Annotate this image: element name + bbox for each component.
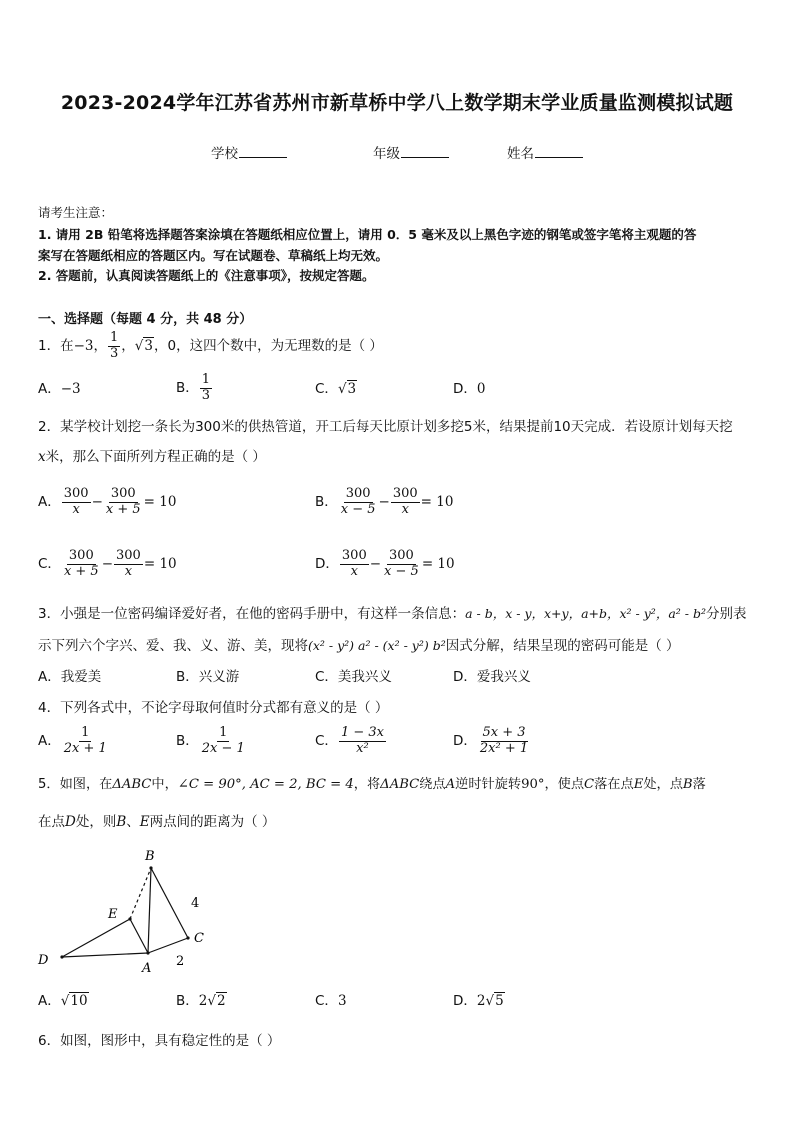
segment-BA — [148, 868, 151, 953]
question-5-line-2: 在点D处，则B、E两点间的距离为（ ） — [38, 814, 276, 830]
name-blank — [535, 145, 583, 158]
q4-option-a[interactable]: A． $\frac{1}{2x + 1}$ — [38, 724, 107, 756]
school-blank — [239, 145, 287, 158]
q1-option-c[interactable]: C．√3 — [315, 381, 357, 397]
notice-line-1a: 1. 请用 2B 铅笔将选择题答案涂填在答题纸相应位置上，请用 0．5 毫米及以上黑色字迹的钢笔或签字笔将主观题的答 — [38, 227, 697, 242]
section-heading: 一、选择题（每题 4 分，共 48 分） — [38, 312, 253, 327]
page-title: 2023-2024学年江苏省苏州市新草桥中学八上数学期末学业质量监测模拟试题 — [60, 92, 734, 114]
question-5-line-1: 5．如图，在ΔABC中，∠C = 90°, AC = 2, BC = 4，将ΔABC绕点A逆时针旋转90°，使点C落在点E处，点B落 — [38, 777, 706, 792]
label-E: E — [108, 907, 118, 922]
grade-blank — [401, 145, 449, 158]
q1-option-a[interactable]: A．−3 — [38, 381, 81, 397]
name-label: 姓名 — [507, 146, 534, 162]
q1-option-d[interactable]: D．0 — [453, 381, 486, 397]
label-D: D — [38, 953, 49, 968]
question-3-line-1: 3．小强是一位密码编译爱好者，在他的密码手册中，有这样一条信息：a - b，x - y，x+y，a+b，x² - y²，a² - b²分别表 — [38, 606, 747, 622]
q1-option-b[interactable]: B． $\frac{1}{3}$ — [176, 371, 211, 403]
q2-option-d[interactable]: D． $\frac{300}{x}$ − $\frac{300}{x - 5}$ = 10 — [315, 547, 455, 579]
q2-option-c[interactable]: C． $\frac{300}{x + 5}$ − $\frac{300}{x}$ = 10 — [38, 547, 177, 579]
label-B: B — [145, 849, 155, 864]
q3-option-d[interactable]: D．爱我兴义 — [453, 669, 531, 685]
school-field — [211, 142, 287, 162]
q4-option-c[interactable]: C． $\frac{1 - 3x}{\text{x²}}$ — [315, 724, 384, 756]
notice-line-2: 2. 答题前，认真阅读答题纸上的《注意事项》，按规定答题。 — [38, 268, 375, 283]
grade-field — [373, 142, 449, 162]
q5-option-c[interactable]: C．3 — [315, 993, 347, 1009]
q3-option-b[interactable]: B．兴义游 — [176, 669, 240, 685]
label-4: 4 — [191, 896, 200, 911]
question-6: 6．如图，图形中，具有稳定性的是（ ） — [38, 1033, 281, 1049]
q4-option-b[interactable]: B． $\frac{1}{2x - 1}$ — [176, 724, 245, 756]
question-2-line-2: x米，那么下面所列方程正确的是（ ） — [38, 449, 266, 465]
segment-BC — [151, 868, 188, 938]
q3-option-c[interactable]: C．美我兴义 — [315, 669, 392, 685]
label-C: C — [194, 931, 204, 946]
segment-EA — [130, 919, 148, 953]
q2-option-b[interactable]: B． $\frac{300}{x - 5}$ − $\frac{300}{x}$ = 10 — [315, 485, 454, 517]
q1-fraction: $\frac{1}{3}$ — [110, 329, 119, 361]
q4-option-d[interactable]: D． $\frac{5x + 3}{\text{2x² + 1}}$ — [453, 724, 529, 756]
q1-prefix: 1．在 — [38, 338, 74, 354]
question-3-line-2: 示下列六个字兴、爱、我、义、游、美，现将(x² - y²) a² - (x² - y²) b²因式分解，结果呈现的密码可能是（ ） — [38, 638, 680, 654]
notice-heading: 请考生注意： — [38, 205, 114, 220]
q3-option-a[interactable]: A．我爱美 — [38, 669, 102, 685]
question-1: 1．在−3， $\frac{1}{3}$ ，√3，0，这四个数中，为无理数的是（ ） — [38, 329, 383, 361]
q1-sqrt: √3 — [134, 338, 153, 354]
q2-option-a[interactable]: A． $\frac{300}{x}$ − $\frac{300}{x + 5}$ = 10 — [38, 485, 177, 517]
q1-tail: ，0，这四个数中，为无理数的是（ ） — [153, 338, 383, 354]
segment-AC — [148, 938, 188, 953]
label-A: A — [142, 961, 152, 976]
name-field — [507, 142, 583, 162]
q5-option-b[interactable]: B．2√2 — [176, 993, 226, 1009]
question-2-line-1: 2．某学校计划挖一条长为300米的供热管道，开工后每天比原计划多挖5米，结果提前10天完成．若设原计划每天挖 — [38, 419, 733, 435]
segment-DA — [62, 953, 148, 957]
segment-DE — [62, 919, 130, 957]
grade-label: 年级 — [373, 146, 400, 162]
q1-neg3: −3， — [73, 338, 107, 354]
q5-option-a[interactable]: A．√10 — [38, 993, 88, 1009]
label-2: 2 — [176, 954, 185, 969]
q5-triangle-figure — [30, 840, 220, 980]
notice-line-1b: 案写在答题纸相应的答题区内。写在试题卷、草稿纸上均无效。 — [38, 248, 389, 263]
q5-option-d[interactable]: D．2√5 — [453, 993, 504, 1009]
segment-EB-dashed — [130, 868, 151, 919]
school-label: 学校 — [211, 146, 238, 162]
question-4-stem: 4．下列各式中，不论字母取何值时分式都有意义的是（ ） — [38, 700, 389, 716]
